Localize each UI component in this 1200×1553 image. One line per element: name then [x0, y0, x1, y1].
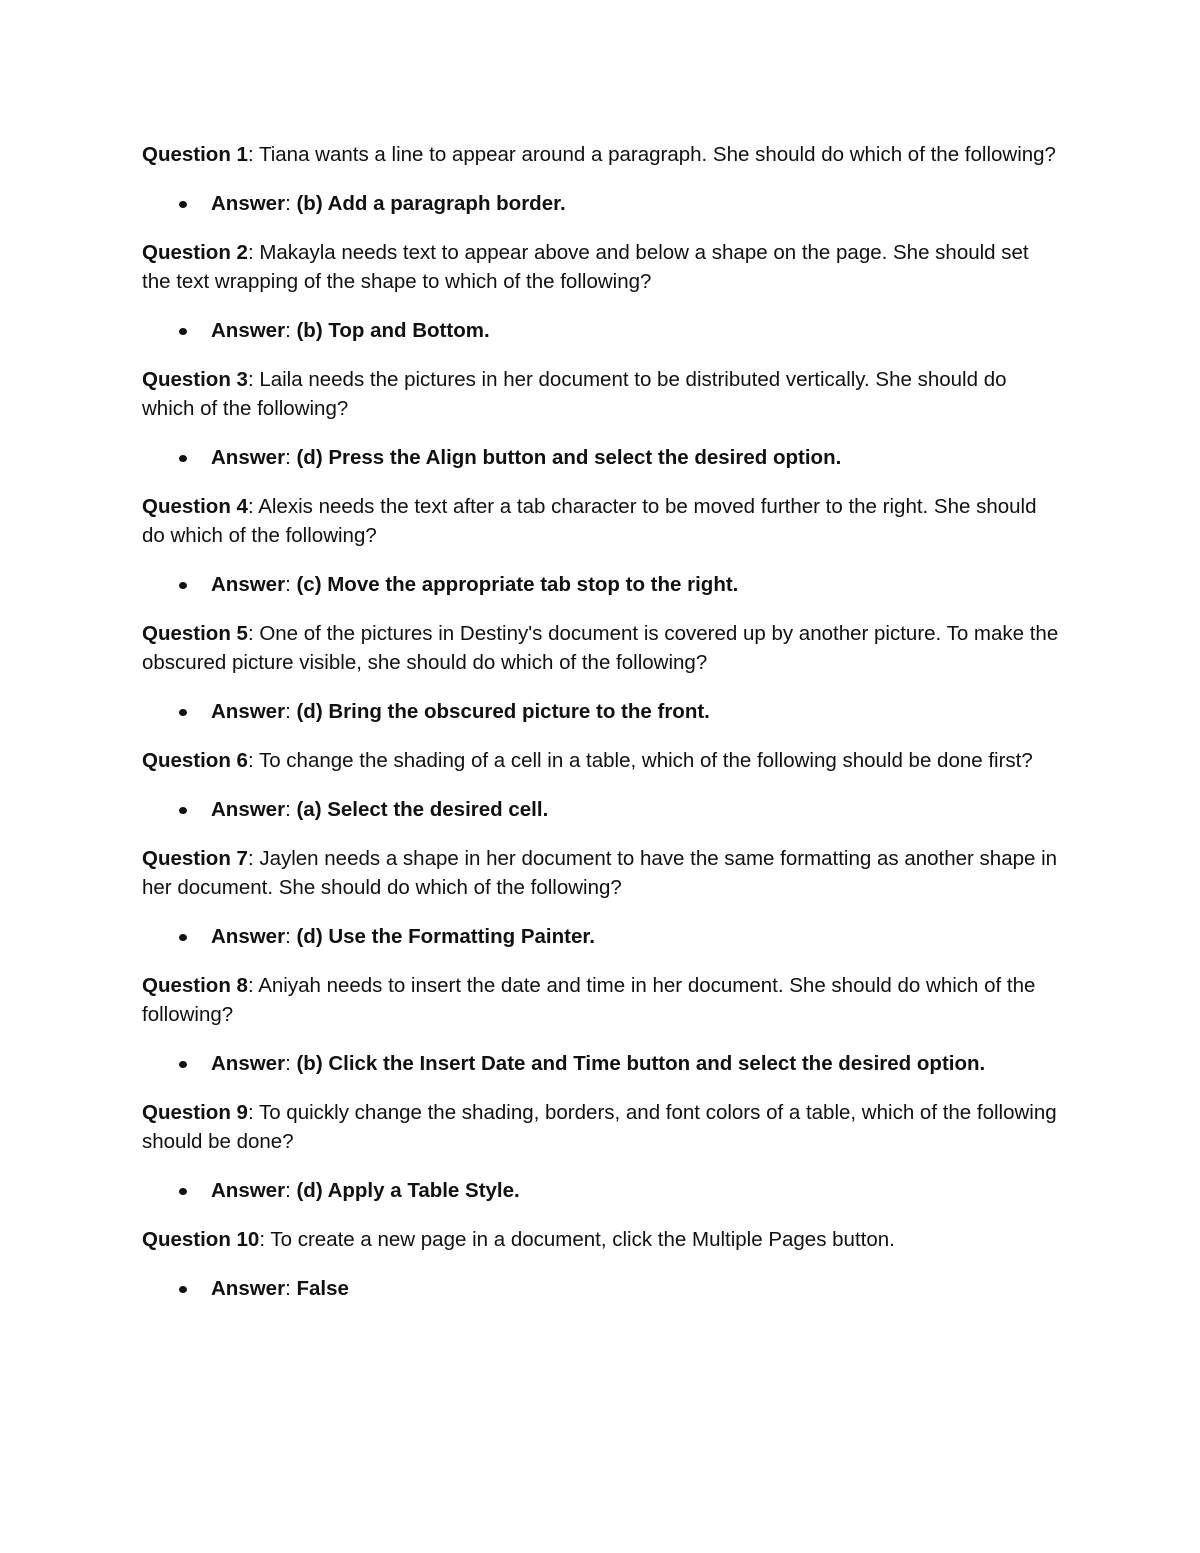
question-label: Question 9: [142, 1101, 248, 1124]
question-9: [142, 1098, 1062, 1156]
answer-separator: :: [285, 700, 297, 723]
question-5: [142, 619, 1062, 677]
answer-text: (d) Apply a Table Style.: [296, 1179, 520, 1202]
answer-label: Answer: [211, 573, 286, 596]
question-text: : Tiana wants a line to appear around a paragraph. She should do which of the following?: [247, 143, 1056, 166]
answer-8: [142, 1049, 1062, 1078]
answer-5: [142, 697, 1062, 726]
bullet-icon: [179, 201, 187, 208]
question-text: : One of the pictures in Destiny's document is covered up by another picture. To make the obscured picture visible, she should do which of the following?: [142, 622, 1059, 674]
question-7: [142, 844, 1062, 902]
answer-text: (b) Add a paragraph border.: [296, 192, 566, 215]
answer-6: [142, 795, 1062, 824]
question-label: Question 3: [142, 368, 248, 391]
answer-10: [142, 1274, 1062, 1303]
answer-label: Answer: [211, 1052, 286, 1075]
answer-text: False: [296, 1277, 349, 1300]
answer-separator: :: [285, 192, 297, 215]
question-4: [142, 492, 1062, 550]
bullet-icon: [179, 1061, 187, 1068]
bullet-icon: [179, 582, 187, 589]
question-label: Question 10: [142, 1228, 260, 1251]
answer-9: [142, 1176, 1062, 1205]
answer-separator: :: [285, 925, 297, 948]
question-label: Question 5: [142, 622, 248, 645]
answer-text: (d) Use the Formatting Painter.: [296, 925, 595, 948]
question-text: : Alexis needs the text after a tab character to be moved further to the right. She should do which of the following?: [142, 495, 1037, 547]
answer-2: [142, 316, 1062, 345]
question-8: [142, 971, 1062, 1029]
answer-separator: :: [285, 1052, 297, 1075]
question-label: Question 6: [142, 749, 248, 772]
answer-text: (d) Bring the obscured picture to the front.: [296, 700, 710, 723]
question-10: [142, 1225, 1062, 1254]
question-1: [142, 140, 1062, 169]
answer-text: (b) Top and Bottom.: [296, 319, 490, 342]
question-label: Question 4: [142, 495, 248, 518]
bullet-icon: [179, 709, 187, 716]
answer-label: Answer: [211, 319, 286, 342]
answer-1: [142, 189, 1062, 218]
bullet-icon: [179, 1286, 187, 1293]
question-3: [142, 365, 1062, 423]
question-label: Question 7: [142, 847, 248, 870]
answer-text: (d) Press the Align button and select the desired option.: [296, 446, 842, 469]
answer-separator: :: [285, 1179, 297, 1202]
bullet-icon: [179, 455, 187, 462]
question-2: [142, 238, 1062, 296]
answer-text: (a) Select the desired cell.: [296, 798, 549, 821]
question-label: Question 2: [142, 241, 248, 264]
answer-label: Answer: [211, 925, 286, 948]
question-text: : To create a new page in a document, click the Multiple Pages button.: [259, 1228, 895, 1251]
answer-separator: :: [285, 573, 297, 596]
question-text: : Makayla needs text to appear above and below a shape on the page. She should set the text wrapping of the shape to which of the following?: [142, 241, 1029, 293]
bullet-icon: [179, 328, 187, 335]
question-label: Question 1: [142, 143, 248, 166]
answer-separator: :: [285, 446, 297, 469]
bullet-icon: [179, 934, 187, 941]
question-text: : Aniyah needs to insert the date and time in her document. She should do which of the following?: [142, 974, 1036, 1026]
answer-4: [142, 570, 1062, 599]
bullet-icon: [179, 1188, 187, 1195]
answer-separator: :: [285, 798, 297, 821]
question-label: Question 8: [142, 974, 248, 997]
answer-separator: :: [285, 319, 297, 342]
document-page: [142, 140, 1062, 1323]
answer-label: Answer: [211, 1179, 286, 1202]
question-text: : Laila needs the pictures in her document to be distributed vertically. She should do which of the following?: [142, 368, 1007, 420]
question-text: : To change the shading of a cell in a table, which of the following should be done first?: [247, 749, 1033, 772]
answer-text: (b) Click the Insert Date and Time button and select the desired option.: [296, 1052, 986, 1075]
answer-3: [142, 443, 1062, 472]
answer-label: Answer: [211, 700, 286, 723]
question-text: : To quickly change the shading, borders, and font colors of a table, which of the following should be done?: [142, 1101, 1057, 1153]
answer-label: Answer: [211, 1277, 286, 1300]
answer-7: [142, 922, 1062, 951]
answer-separator: :: [285, 1277, 297, 1300]
answer-label: Answer: [211, 192, 286, 215]
answer-label: Answer: [211, 798, 286, 821]
question-6: [142, 746, 1062, 775]
question-text: : Jaylen needs a shape in her document to have the same formatting as another shape in her document. She should do which of the following?: [142, 847, 1058, 899]
answer-label: Answer: [211, 446, 286, 469]
answer-text: (c) Move the appropriate tab stop to the right.: [296, 573, 739, 596]
bullet-icon: [179, 807, 187, 814]
